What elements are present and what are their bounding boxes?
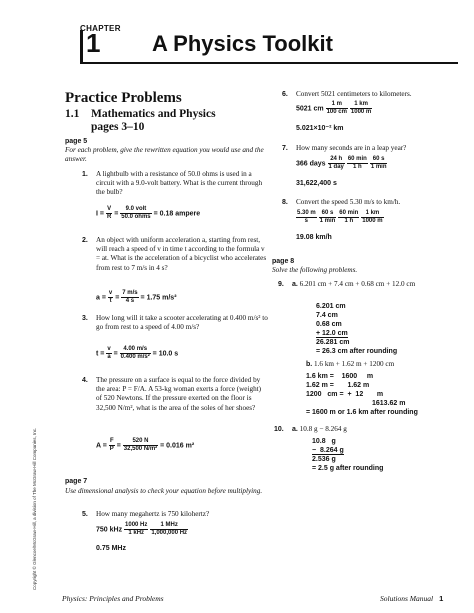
problem-3: 3. How long will it take a scooter accelerating at 0.400 m/s² to go from rest to a speed of 4.00 m/s? (82, 314, 268, 332)
footer-book-title: Physics: Principles and Problems (62, 594, 164, 603)
problem-9b: b. 1.6 km + 1.62 m + 1200 cm (306, 360, 395, 368)
footer-manual: Solutions Manual 1 (380, 594, 444, 603)
page-label-5: page 5 (65, 138, 88, 145)
problem-9b-work: 1.6 km = 1600 m 1.62 m = 1.62 m 1200 cm = + 12 m 1613.62 m = 1600 m or 1.6 km after rounding (306, 373, 418, 416)
instructions-page5: For each problem, give the rewritten equation you would use and the answer. (65, 146, 264, 163)
answer-3: t = $\frac{v}{a}$ = $\frac{4.00 m/s}{\text{0.400 m/s²}}$ = 10.0 s (96, 346, 179, 360)
answer-1: I = $\frac{V}{R}$ = $\frac{\text{9.0 volt}}{\text{50.0 ohms}}$ = 0.18 ampere (96, 206, 201, 220)
answer-7-work: 366 days $\frac{24 h}{\text{1 day}}$ $\frac{60 \min}{1 h}$ $\frac{60 s}{1 \min}$ (296, 156, 387, 170)
answer-8-work: $\frac{5.30 m}{s}$ $\frac{60 s}{1 \min}$ $\frac{60 \min}{1 h}$ $\frac{1 km}{1000 m}$ (297, 210, 383, 224)
answer-6-work: 5021 cm $\frac{1 m}{100 cm}$ $\frac{1 km}{1000 m}$ (296, 101, 372, 115)
problem-9a-work: 6.201 cm 7.4 cm 0.68 cm + 12.0 cm 26.281 cm = 26.3 cm after rounding (316, 303, 398, 355)
answer-2: a = $\frac{v}{t}$ = $\frac{7 m/s}{4 s}$ = 1.75 m/s² (96, 290, 177, 304)
problem-10a-work: 10.8 g − 8.264 g 2.536 g = 2.5 g after rounding (312, 438, 384, 472)
instructions-page7: Use dimensional analysis to check your equation before multiplying. (65, 487, 263, 495)
page-label-8: page 8 (272, 258, 295, 265)
answer-5-work: 750 kHz $\frac{1000 Hz}{\text{1 kHz}}$ $\frac{\text{1 MHz}}{1,000,000 Hz}$ (96, 522, 188, 536)
problem-1: 1. A lightbulb with a resistance of 50.0 ohms is used in a circuit with a 9.0-volt battery. What is the current through the bulb? (82, 170, 263, 197)
page-label-7: page 7 (65, 478, 88, 485)
chapter-bar (80, 30, 83, 64)
section-title: 1.1 Mathematics and Physics pages 3–10 (65, 108, 216, 133)
problem-10a: 10. a. 10.8 g − 8.264 g (274, 425, 347, 433)
copyright-notice: Copyright © Glencoe/McGraw-Hill, a division of The McGraw-Hill Companies, Inc. (32, 427, 37, 590)
chapter-title: A Physics Toolkit (152, 31, 333, 56)
answer-5: 0.75 MHz (96, 545, 126, 552)
instructions-page8: Solve the following problems. (272, 266, 358, 274)
chapter-label: CHAPTER (80, 24, 121, 33)
answer-8: 19.08 km/h (296, 234, 332, 241)
problem-6: 6. Convert 5021 centimeters to kilometers. (282, 90, 412, 98)
answer-7: 31,622,400 s (296, 180, 337, 187)
chapter-number: 1 (86, 28, 101, 58)
answer-4: A = $\frac{F}{P}$ = $\frac{520 N}{\text{32,500 N/m²}}$ = 0.016 m² (96, 438, 195, 452)
problem-7: 7. How many seconds are in a leap year? (282, 144, 407, 152)
header-rule (80, 62, 458, 64)
practice-problems-title: Practice Problems (65, 90, 182, 106)
page-number: 1 (439, 594, 444, 603)
problem-2: 2. An object with uniform acceleration a, starting from rest, will reach a speed of v in time t according to the formula v = at. What is the acceleration of a bicyclist who accelerates from rest to 7 m/s in 4 s? (82, 236, 267, 272)
problem-9a: 9. a. 6.201 cm + 7.4 cm + 0.68 cm + 12.0 cm (278, 280, 416, 288)
problem-8: 8. Convert the speed 5.30 m/s to km/h. (282, 198, 401, 206)
problem-5: 5. How many megahertz is 750 kilohertz? (82, 510, 210, 518)
answer-6: 5.021×10⁻² km (296, 125, 344, 132)
problem-4: 4. The pressure on a surface is equal to the force divided by the area: P = F/A. A 53-kg woman exerts a force (weight) of 520 Newtons. If the pressure exerted on the floor is 32,500 N/m², what is the area of the soles of her shoes? (82, 376, 262, 412)
